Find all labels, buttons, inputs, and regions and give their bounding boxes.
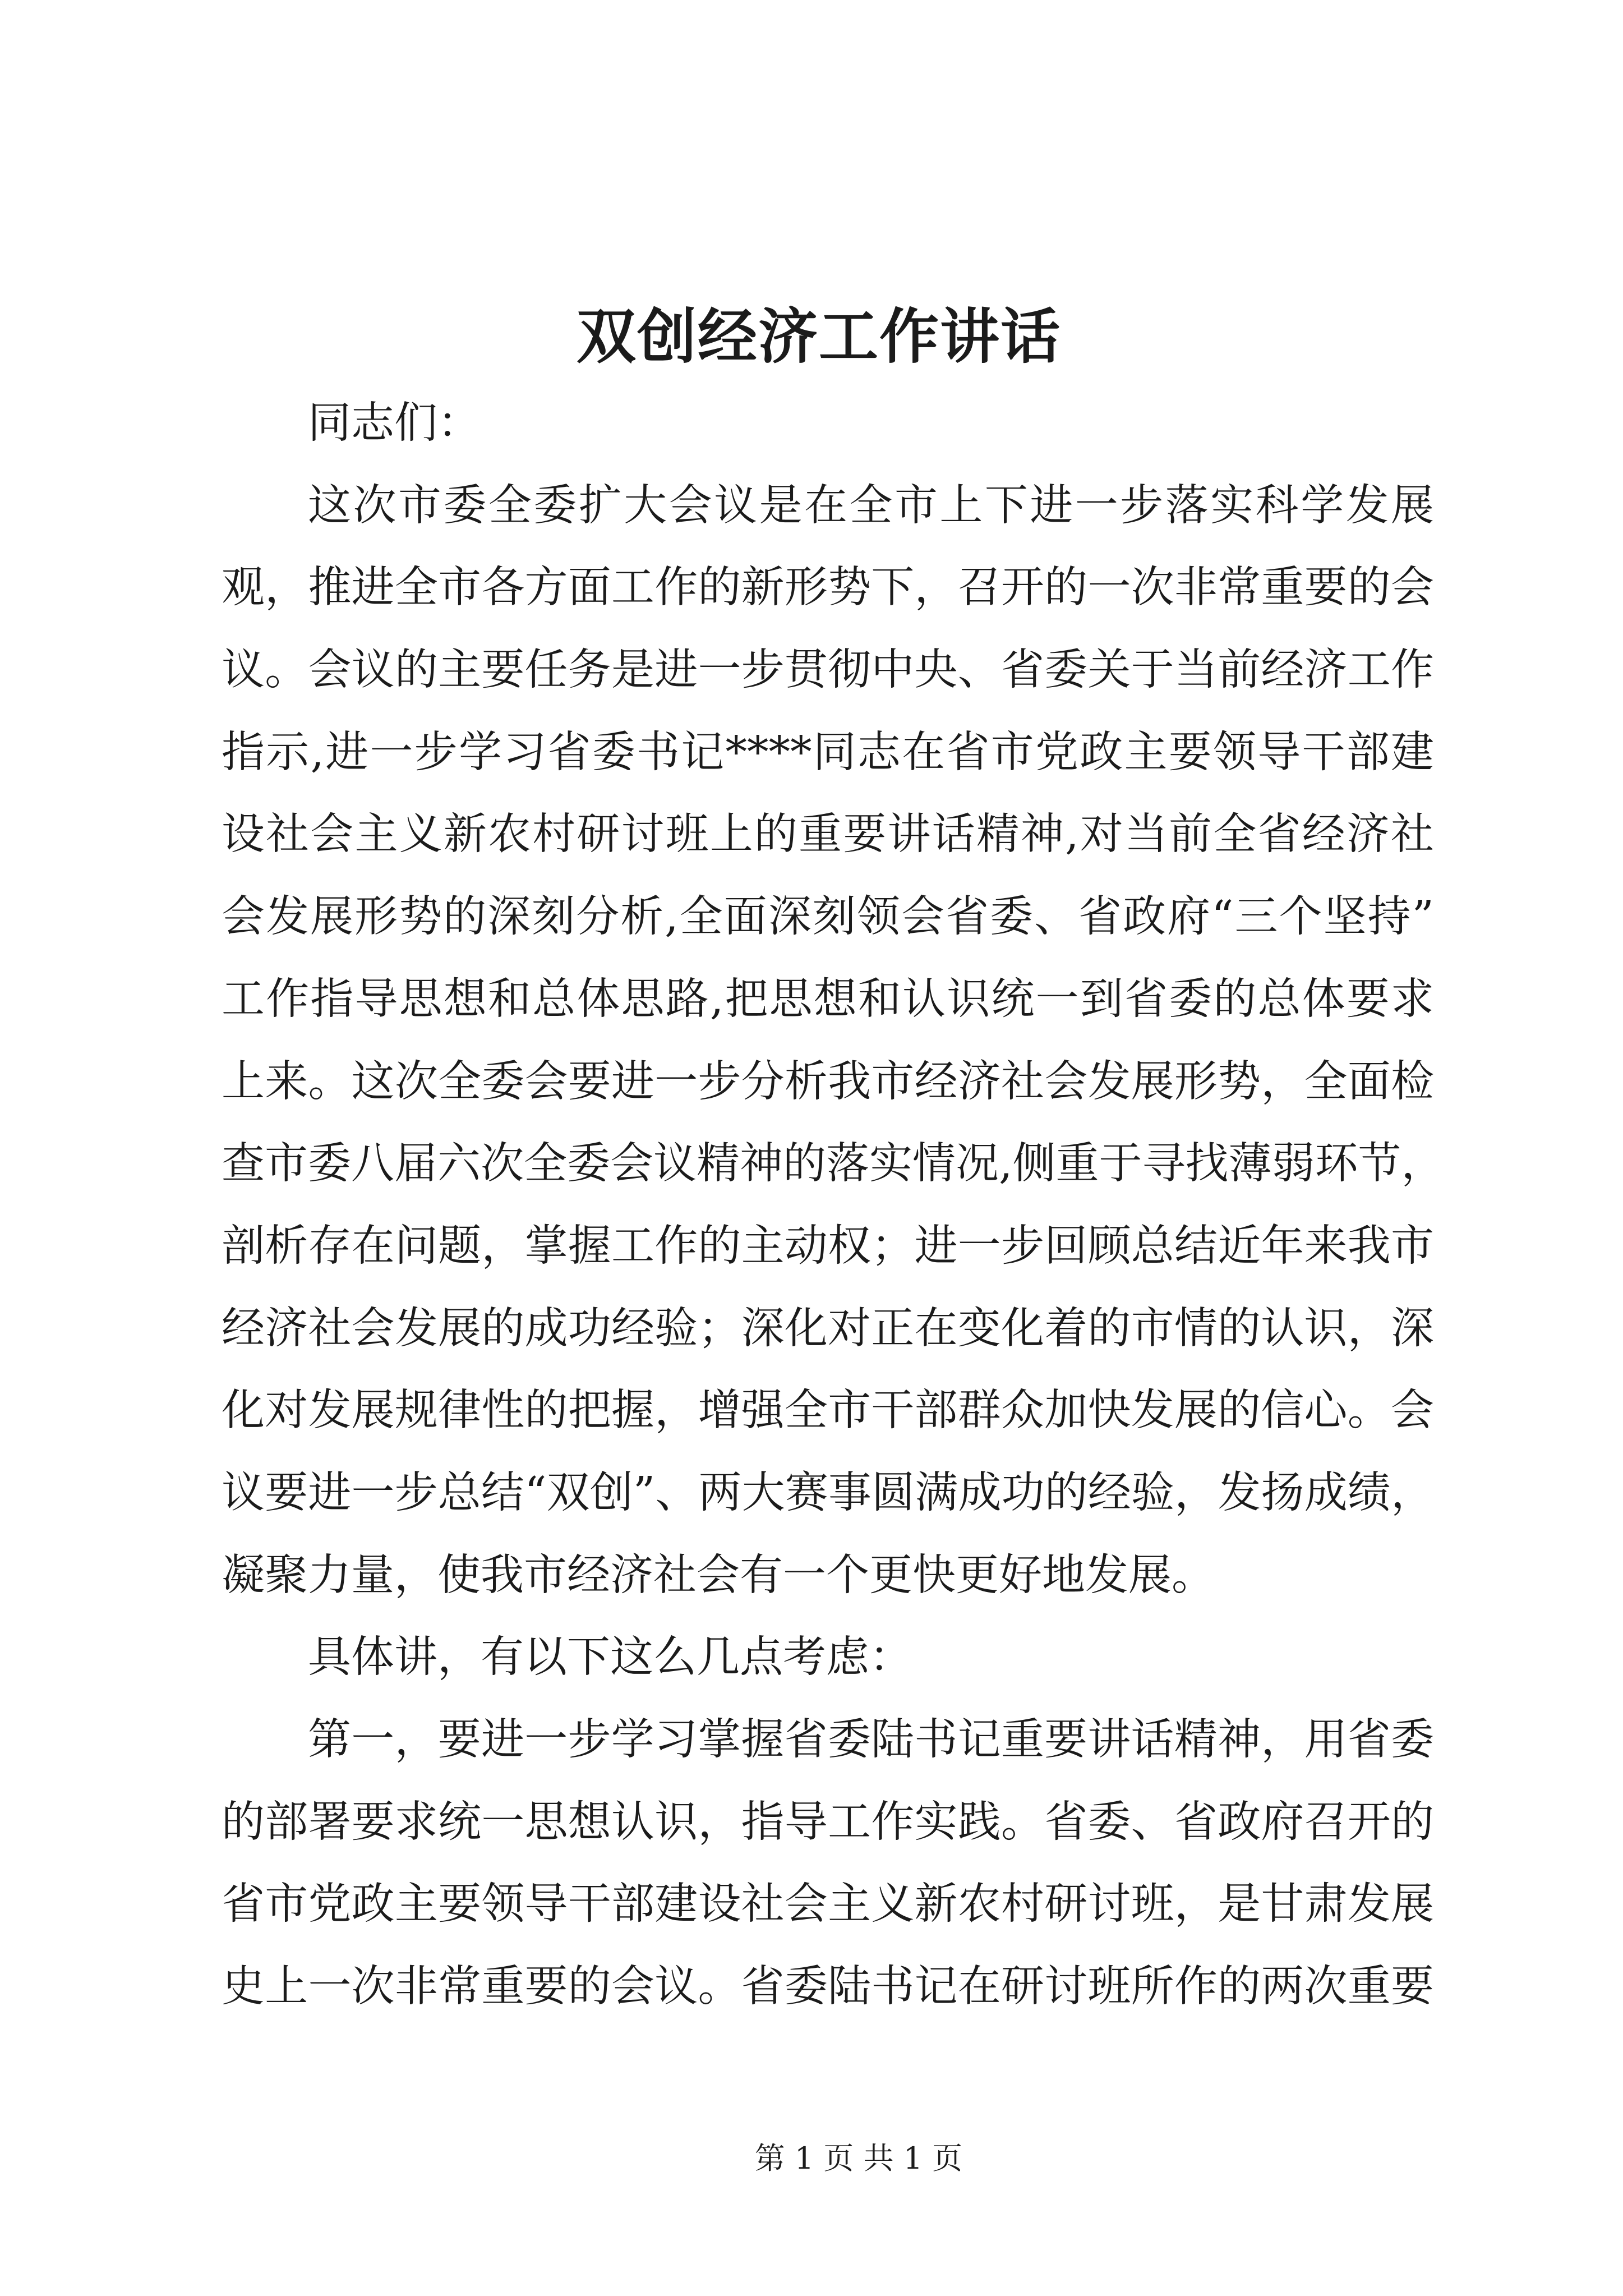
- paragraph-line: 具体讲，有以下这么几点考虑：: [308, 1632, 912, 1683]
- paragraph-line: 第一，要进一步学习掌握省委陆书记重要讲话精神，用省委: [308, 1715, 1434, 1765]
- paragraph-line: 省市党政主要领导干部建设社会主义新农村研讨班，是甘肃发展: [222, 1879, 1434, 1930]
- paragraph-line: 查市委八届六次全委会议精神的落实情况,侧重于寻找薄弱环节，: [222, 1139, 1445, 1189]
- paragraph-line: 上来。这次全委会要进一步分析我市经济社会发展形势，全面检: [222, 1056, 1434, 1107]
- paragraph-point-one: [222, 1699, 1434, 2028]
- paragraph-line: 议。会议的主要任务是进一步贯彻中央、省委关于当前经济工作: [222, 645, 1434, 696]
- paragraph-considerations-intro: [222, 1617, 1434, 1699]
- paragraph-line: 凝聚力量，使我市经济社会有一个更快更好地发展。: [222, 1550, 1215, 1600]
- paragraph-line: 会发展形势的深刻分析,全面深刻领会省委、省政府“三个坚持”: [222, 892, 1434, 942]
- paragraph-line: 同志们：: [308, 398, 481, 448]
- paragraph-line: 的部署要求统一思想认识，指导工作实践。省委、省政府召开的: [222, 1797, 1434, 1847]
- document-title: 双创经济工作讲话: [577, 301, 1061, 371]
- document-body: [222, 383, 1445, 2028]
- paragraph-line: 观，推进全市各方面工作的新形势下，召开的一次非常重要的会: [222, 563, 1434, 613]
- paragraph-line: 设社会主义新农村研讨班上的重要讲话精神,对当前全省经济社: [222, 809, 1434, 860]
- paragraph-salutation: [222, 383, 1434, 465]
- paragraph-line: 化对发展规律性的把握，增强全市干部群众加快发展的信心。会: [222, 1386, 1434, 1436]
- paragraph-line: 指示,进一步学习省委书记****同志在省市党政主要领导干部建: [222, 727, 1434, 777]
- paragraph-line: 议要进一步总结“双创”、两大赛事圆满成功的经验，发扬成绩，: [222, 1467, 1434, 1518]
- paragraph-line: 史上一次非常重要的会议。省委陆书记在研讨班所作的两次重要: [222, 1962, 1434, 2012]
- page-number-footer: 第 1 页 共 1 页: [754, 2141, 963, 2176]
- paragraph-line: 剖析存在问题，掌握工作的主动权；进一步回顾总结近年来我市: [222, 1221, 1434, 1271]
- paragraph-line: 这次市委全委扩大会议是在全市上下进一步落实科学发展: [308, 480, 1434, 531]
- paragraph-line: 经济社会发展的成功经验；深化对正在变化着的市情的认识，深: [222, 1303, 1434, 1354]
- paragraph-line: 工作指导思想和总体思路,把思想和认识统一到省委的总体要求: [222, 974, 1434, 1024]
- paragraph-meeting-overview: [222, 465, 1445, 1617]
